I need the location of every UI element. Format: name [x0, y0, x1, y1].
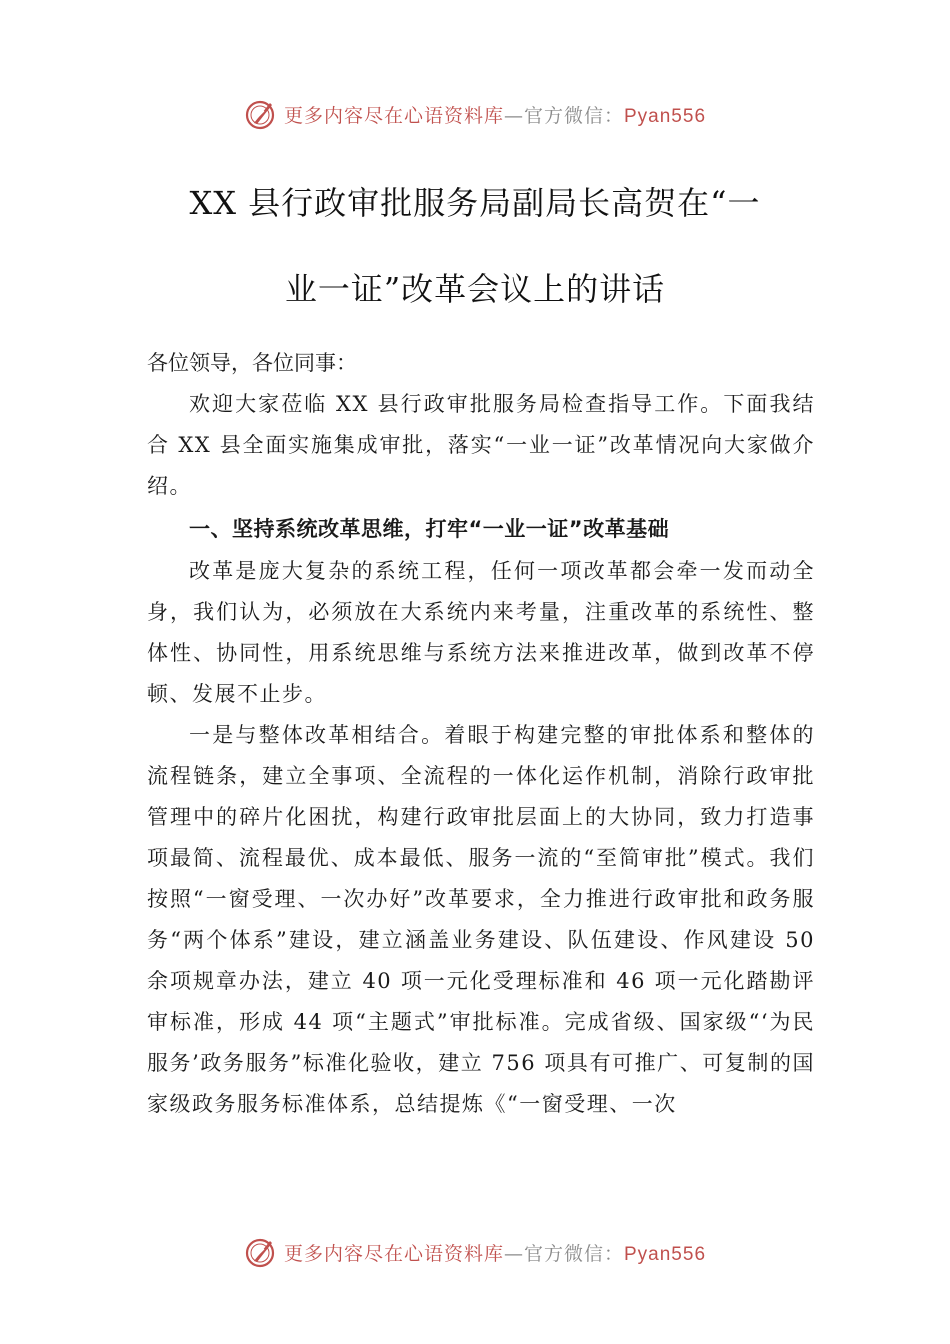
title-line-2: 业一证”改革会议上的讲话 [284, 270, 666, 308]
salutation: 各位领导，各位同事： [147, 351, 357, 375]
watermark-brand: 更多内容尽在心语资料库 [283, 1242, 504, 1265]
quill-seal-icon [244, 97, 278, 131]
watermark-wechat-id: Pyan556 [624, 105, 707, 127]
quill-seal-icon [244, 1235, 278, 1269]
watermark-wechat-id: Pyan556 [624, 1243, 707, 1265]
document-body [147, 342, 815, 1125]
section1-paragraph-1: 改革是庞大复杂的系统工程，任何一项改革都会牵一发而动全身，我们认为，必须放在大系统内来考量，注重改革的系统性、整体性、协同性，用系统思维与系统方法来推进改革，做到改革不停顿、发展不止步。 [147, 559, 815, 706]
document-title [120, 160, 830, 332]
watermark-banner-bottom [0, 1232, 950, 1272]
watermark-separator: — [503, 1242, 524, 1265]
watermark-text [284, 1239, 706, 1266]
intro-paragraph: 欢迎大家莅临 XX 县行政审批服务局检查指导工作。下面我结合 XX 县全面实施集成审批，落实“一业一证”改革情况向大家做介绍。 [147, 392, 815, 498]
watermark-wechat-label: 官方微信： [523, 104, 624, 127]
watermark-banner-top [0, 94, 950, 134]
title-line-1: XX 县行政审批服务局副局长高贺在“一 [189, 184, 761, 222]
section1-paragraph-2: 一是与整体改革相结合。着眼于构建完整的审批体系和整体的流程链条，建立全事项、全流程的一体化运作机制，消除行政审批管理中的碎片化困扰，构建行政审批层面上的大协同，致力打造事项最简、流程最优、成本最低、服务一流的“至简审批”模式。我们按照“一窗受理、一次办好”改革要求，全力推进行政审批和政务服务“两个体系”建设，建立涵盖业务建设、队伍建设、作风建设 50 余项规章办法，建立 40 项一元化受理标准和 46 项一元化踏勘评审标准，形成 44 项“主题式”审批标准。完成省级、国家级“‘为民服务’政务服务”标准化验收，建立 756 项具有可推广、可复制的国家级政务服务标准体系，总结提炼《“一窗受理、一次 [147, 723, 815, 1116]
watermark-separator: — [503, 104, 524, 127]
section-heading-1: 一、坚持系统改革思维，打牢“一业一证”改革基础 [189, 517, 670, 541]
watermark-brand: 更多内容尽在心语资料库 [283, 104, 504, 127]
watermark-wechat-label: 官方微信： [523, 1242, 624, 1265]
watermark-text [284, 101, 706, 128]
